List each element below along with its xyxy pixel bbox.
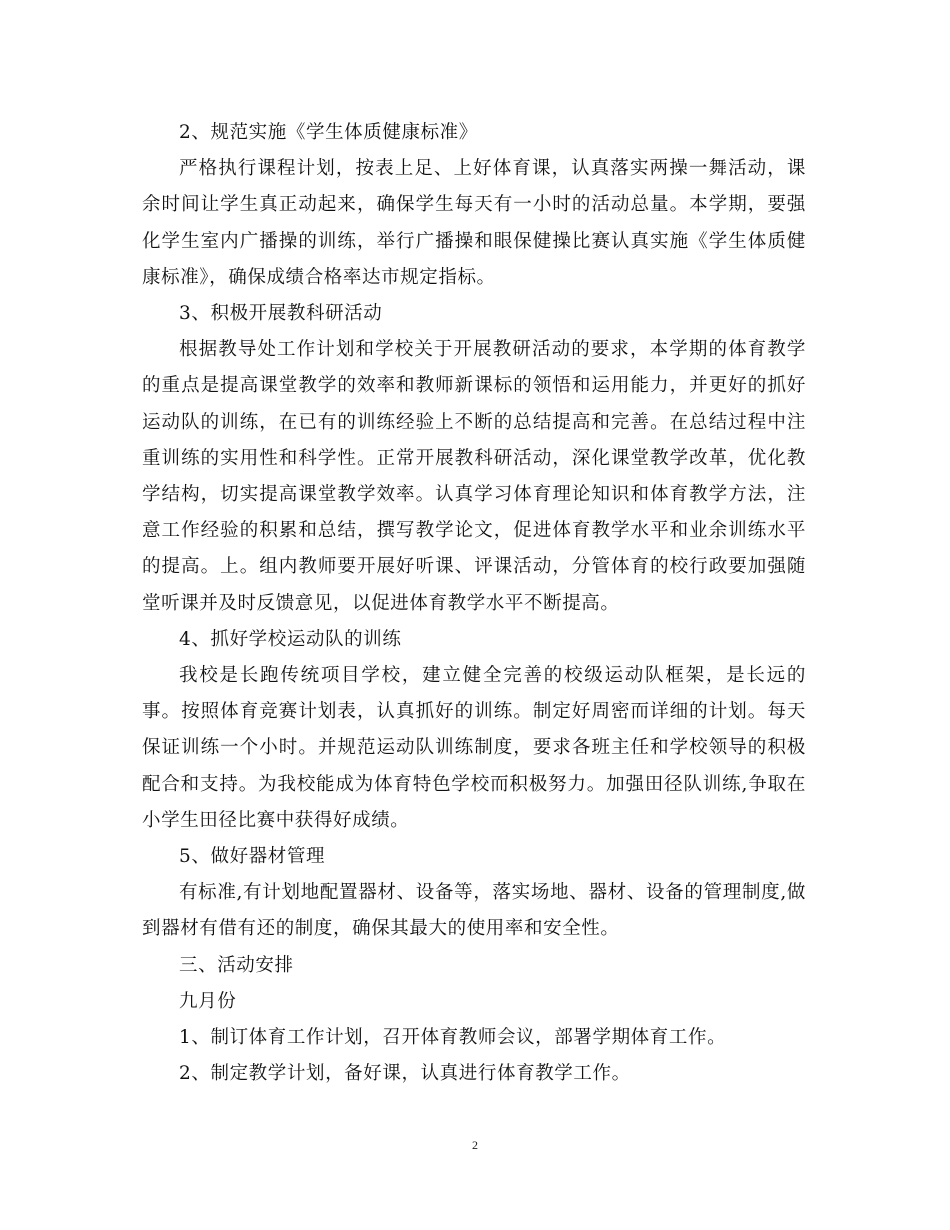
document-body: [142, 115, 806, 1092]
section-heading-team-training: 4、抓好学校运动队的训练: [179, 628, 402, 650]
paragraph-research: 根据教导处工作计划和学校关于开展教研活动的要求，本学期的体育教学的重点是提高课堂教学的效率和教师新课标的领悟和运用能力，并更好的抓好运动队的训练，在已有的训练经验上不断的总结提高和完善。在总结过程中注重训练的实用性和科学性。正常开展教科研活动，深化课堂教学改革，优化教学结构，切实提高课堂教学效率。认真学习体育理论知识和体育教学方法，注意工作经验的积累和总结，撰写教学论文，促进体育教学水平和业余训练水平的提高。上。组内教师要开展好听课、评课活动，分管体育的校行政要加强随堂听课并及时反馈意见，以促进体育教学水平不断提高。: [142, 339, 806, 614]
list-item-plan: 1、制订体育工作计划，召开体育教师会议，部署学期体育工作。: [179, 1027, 727, 1049]
section-heading-standard: 2、规范实施《学生体质健康标准》: [179, 122, 478, 143]
section-heading-equipment: 5、做好器材管理: [179, 846, 326, 868]
section-heading-research: 3、积极开展教科研活动: [179, 303, 383, 325]
paragraph-team-training: 我校是长跑传统项目学校，建立健全完善的校级运动队框架，是长远的事。按照体育竞赛计划表，认真抓好的训练。制定好周密而详细的计划。每天保证训练一个小时。并规范运动队训练制度，要求各班主任和学校领导的积极配合和支持。为我校能成为体育特色学校而积极努力。加强田径队训练,争取在小学生田径比赛中获得好成绩。: [142, 665, 806, 831]
paragraph-equipment: 有标准,有计划地配置器材、设备等，落实场地、器材、设备的管理制度,做到器材有借有还的制度，确保其最大的使用率和安全性。: [142, 882, 806, 940]
month-heading-september: 九月份: [179, 990, 237, 1012]
section-heading-activities: 三、活动安排: [179, 954, 294, 976]
paragraph-curriculum: 严格执行课程计划，按表上足、上好体育课，认真落实两操一舞活动，课余时间让学生真正动起来，确保学生每天有一小时的活动总量。本学期，要强化学生室内广播操的训练，举行广播操和眼保健操比赛认真实施《学生体质健康标准》，确保成绩合格率达市规定指标。: [142, 158, 806, 288]
list-item-teaching: 2、制定教学计划，备好课，认真进行体育教学工作。: [179, 1063, 631, 1085]
page-number: 2: [472, 1138, 478, 1152]
